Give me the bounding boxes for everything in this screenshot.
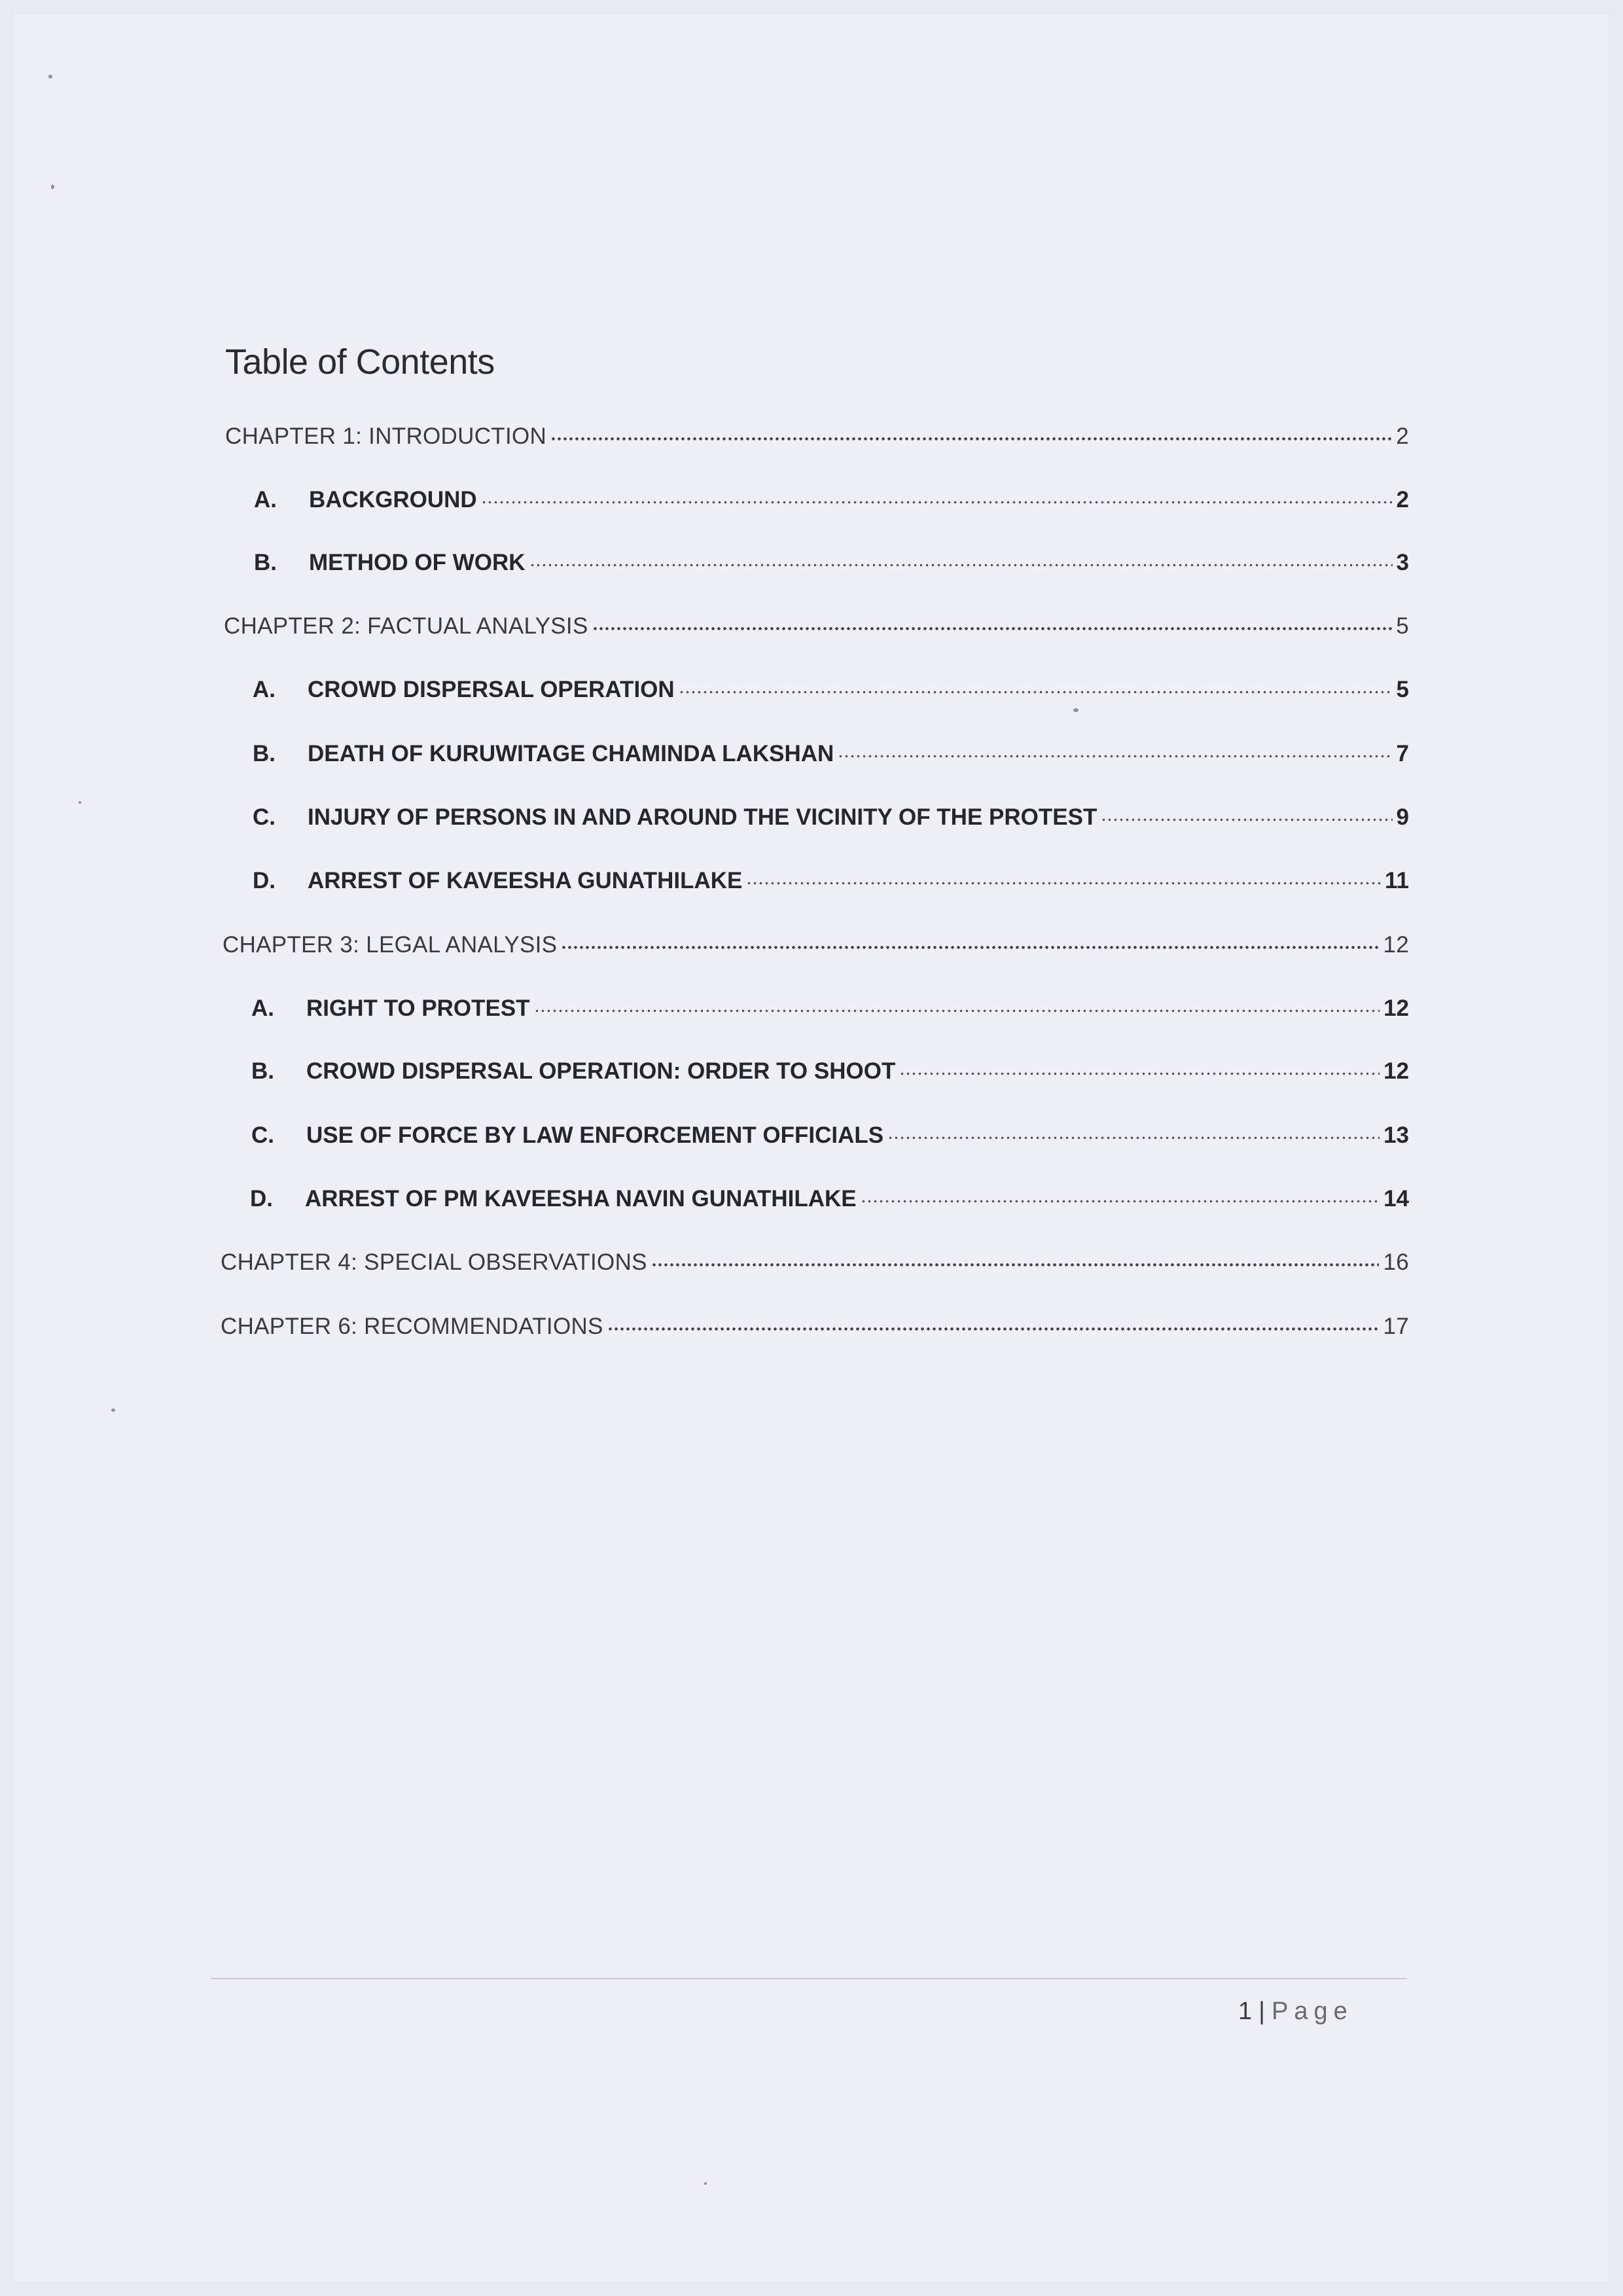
toc-entry-letter: A. (251, 996, 274, 1021)
scan-speck (79, 801, 81, 804)
footer-separator: | (1258, 1998, 1266, 2025)
toc-entry-text: CHAPTER 3: LEGAL ANALYSIS (223, 932, 558, 958)
toc-entry-letter: A. (253, 677, 276, 702)
document-page (14, 14, 1609, 2282)
toc-entry-right-to-protest[interactable] (251, 992, 1409, 1025)
toc-entry-page: 9 (1396, 804, 1409, 830)
toc-entry-letter: D. (253, 868, 276, 893)
toc-entry-text: ARREST OF PM KAVEESHA NAVIN GUNATHILAKE (305, 1186, 857, 1211)
toc-entry-page: 13 (1383, 1122, 1409, 1148)
toc-dot-leader (746, 863, 1381, 887)
toc-title: Table of Contents (225, 342, 495, 382)
toc-entry-order-to-shoot[interactable] (251, 1055, 1409, 1088)
toc-entry-death-of-lakshan[interactable] (253, 738, 1409, 770)
toc-entry-text: CHAPTER 4: SPECIAL OBSERVATIONS (221, 1249, 647, 1275)
toc-dot-leader (550, 419, 1392, 442)
toc-dot-leader (861, 1181, 1380, 1205)
toc-entry-text: METHOD OF WORK (309, 550, 526, 575)
toc-entry-text: RIGHT TO PROTEST (306, 996, 530, 1021)
toc-entry-use-of-force[interactable] (251, 1119, 1409, 1152)
toc-entry-letter: C. (251, 1122, 274, 1148)
toc-dot-leader (561, 927, 1379, 951)
toc-dot-leader (534, 991, 1380, 1014)
toc-entry-page: 12 (1383, 1058, 1409, 1084)
toc-entry-crowd-dispersal-operation[interactable] (253, 673, 1409, 706)
toc-entry-text: CHAPTER 6: RECOMMENDATIONS (221, 1314, 603, 1339)
toc-entry-letter: D. (250, 1186, 273, 1211)
toc-entry-text: DEATH OF KURUWITAGE CHAMINDA LAKSHAN (308, 741, 834, 766)
page-footer (1238, 1998, 1353, 2026)
toc-entry-arrest-of-pm-kaveesha[interactable] (250, 1183, 1409, 1215)
toc-entry-page: 3 (1396, 550, 1409, 575)
toc-entry-text: CROWD DISPERSAL OPERATION: ORDER TO SHOOT (306, 1058, 896, 1084)
toc-entry-chapter-1[interactable] (225, 420, 1409, 453)
toc-dot-leader (651, 1245, 1380, 1268)
toc-dot-leader (887, 1118, 1380, 1141)
toc-entry-text: CROWD DISPERSAL OPERATION (308, 677, 675, 702)
toc-entry-method-of-work[interactable] (254, 547, 1409, 579)
toc-entry-text: CHAPTER 2: FACTUAL ANALYSIS (224, 613, 588, 639)
scan-speck (48, 75, 52, 79)
toc-entry-page: 5 (1396, 677, 1409, 702)
toc-dot-leader (529, 545, 1393, 569)
toc-entry-letter: C. (253, 804, 276, 830)
page-label: Page (1272, 1998, 1353, 2025)
toc-entry-letter: B. (254, 550, 277, 575)
toc-entry-letter: B. (251, 1058, 274, 1084)
toc-list (14, 14, 1609, 2282)
scan-speck (704, 2182, 707, 2185)
footer-divider (211, 1978, 1407, 1979)
toc-entry-chapter-3[interactable] (223, 929, 1409, 961)
toc-entry-chapter-2[interactable] (224, 610, 1409, 643)
toc-entry-arrest-of-kaveesha[interactable] (253, 865, 1409, 897)
toc-entry-letter: B. (253, 741, 276, 766)
toc-entry-text: USE OF FORCE BY LAW ENFORCEMENT OFFICIALS (306, 1122, 884, 1148)
toc-dot-leader (1101, 800, 1392, 823)
toc-dot-leader (838, 736, 1392, 760)
toc-dot-leader (592, 609, 1393, 632)
scan-speck (51, 185, 54, 189)
toc-entry-page: 11 (1385, 868, 1409, 893)
toc-entry-chapter-6[interactable] (221, 1310, 1409, 1343)
toc-entry-text: CHAPTER 1: INTRODUCTION (225, 423, 547, 449)
toc-entry-text: BACKGROUND (309, 487, 477, 512)
toc-entry-page: 12 (1383, 932, 1409, 958)
toc-dot-leader (679, 672, 1393, 696)
page-number: 1 (1238, 1998, 1253, 2025)
toc-entry-background[interactable] (254, 484, 1409, 516)
toc-entry-page: 16 (1383, 1249, 1409, 1275)
toc-entry-page: 17 (1383, 1314, 1409, 1339)
toc-entry-page: 12 (1383, 996, 1409, 1021)
scan-speck (1073, 708, 1079, 712)
toc-dot-leader (607, 1309, 1380, 1333)
scan-speck (111, 1408, 115, 1412)
toc-entry-page: 2 (1396, 487, 1409, 512)
toc-entry-page: 2 (1396, 423, 1409, 449)
toc-entry-page: 5 (1396, 613, 1409, 639)
toc-entry-injury-of-persons[interactable] (253, 801, 1409, 834)
toc-entry-letter: A. (254, 487, 277, 512)
toc-dot-leader (481, 482, 1393, 506)
toc-entry-page: 7 (1396, 741, 1409, 766)
toc-entry-page: 14 (1383, 1186, 1409, 1211)
toc-dot-leader (899, 1054, 1380, 1077)
toc-entry-chapter-4[interactable] (221, 1246, 1409, 1279)
toc-entry-text: INJURY OF PERSONS IN AND AROUND THE VICINITY OF THE PROTEST (308, 804, 1097, 830)
toc-entry-text: ARREST OF KAVEESHA GUNATHILAKE (308, 868, 743, 893)
